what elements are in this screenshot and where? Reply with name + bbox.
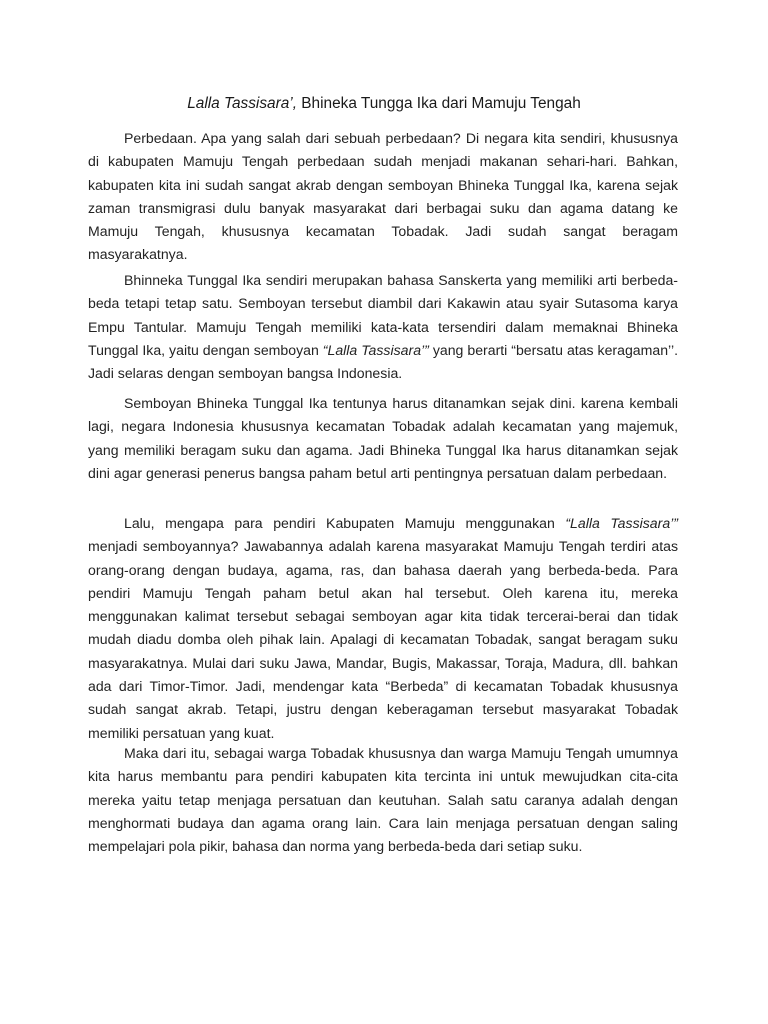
paragraph-text: Semboyan Bhineka Tunggal Ika tentunya harus ditanamkan sejak dini. karena kembali lagi, negara Indonesia khususnya kecamatan Tobadak adalah kecamatan yang majemuk, yang memiliki beragam suku dan agama. Jadi Bhineka Tunggal Ika harus ditanamkan sejak dini agar generasi penerus bangsa paham betul arti pentingnya persatuan dalam perbedaan.: [88, 395, 678, 481]
paragraph-3: [88, 392, 678, 485]
paragraph-1: [88, 127, 678, 267]
paragraph-text: Bhinneka Tunggal Ika sendiri merupakan bahasa Sanskerta yang memiliki arti berbeda-beda tetapi tetap satu. Semboyan tersebut diambil dari Kakawin atau syair Sutasoma karya Empu Tantular. Mamuju Tengah memiliki kata-kata tersendiri dalam memaknai Bhineka Tunggal Ika, yaitu dengan semboyan: [88, 272, 678, 358]
paragraph-text: Lalu, mengapa para pendiri Kabupaten Mamuju menggunakan: [124, 515, 566, 531]
title-rest: Bhineka Tungga Ika dari Mamuju Tengah: [297, 95, 581, 112]
paragraph-text: Perbedaan. Apa yang salah dari sebuah perbedaan? Di negara kita sendiri, khususnya di kabupaten Mamuju Tengah perbedaan sudah menjadi makanan sehari-hari. Bahkan, kabupaten kita ini sudah sangat akrab dengan semboyan Bhineka Tunggal Ika, karena sejak zaman transmigrasi dulu banyak masyarakat dari berbagai suku dan agama datang ke Mamuju Tengah, khususnya kecamatan Tobadak. Jadi sudah sangat beragam masyarakatnya.: [88, 130, 678, 263]
paragraph-5: [88, 742, 678, 858]
title-italic-part: Lalla Tassisara’,: [187, 95, 297, 112]
paragraph-4: [88, 512, 678, 745]
motto-quote: “Lalla Tassisara’”: [322, 341, 429, 358]
paragraph-text: Maka dari itu, sebagai warga Tobadak khususnya dan warga Mamuju Tengah umumnya kita harus membantu para pendiri kabupaten kita tercinta ini untuk mewujudkan cita-cita mereka yaitu tetap menjaga persatuan dan keutuhan. Salah satu caranya adalah dengan menghormati budaya dan agama orang lain. Cara lain menjaga persatuan dengan saling mempelajari pola pikir, bahasa dan norma yang berbeda-beda dari setiap suku.: [88, 745, 678, 855]
paragraph-text: menjadi semboyannya? Jawabannya adalah karena masyarakat Mamuju Tengah terdiri atas orang-orang dengan budaya, agama, ras, dan bahasa daerah yang berbeda-beda. Para pendiri Mamuju Tengah paham betul akan hal tersebut. Oleh karena itu, mereka menggunakan kalimat tersebut sebagai semboyan agar kita tidak tercerai-berai dan tidak mudah diadu domba oleh pihak lain. Apalagi di kecamatan Tobadak, sangat beragam suku masyarakatnya. Mulai dari suku Jawa, Mandar, Bugis, Makassar, Toraja, Madura, dll. bahkan ada dari Timor-Timor. Jadi, mendengar kata “Berbeda” di kecamatan Tobadak khususnya sudah sangat akrab. Tetapi, justru dengan keberagaman tersebut masyarakat Tobadak memiliki persatuan yang kuat.: [88, 538, 678, 741]
document-title: [88, 93, 680, 115]
paragraph-text: yang berarti “bersatu atas keragaman’’. Jadi selaras dengan semboyan bangsa Indonesia.: [88, 341, 678, 382]
motto-quote: “Lalla Tassisara’”: [565, 515, 678, 531]
paragraph-2: [88, 269, 678, 385]
